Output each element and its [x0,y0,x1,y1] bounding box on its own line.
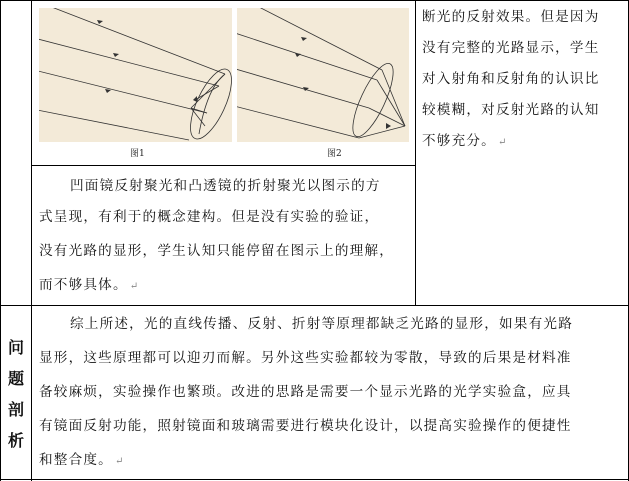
mid-line-2: 式呈现，有利于的概念建构。但是没有实验的验证， [39,209,380,225]
analysis-line-3: 备较麻烦，实验操作也繁琐。改进的思路是需要一个显示光路的光学实验盒，应具 [39,384,572,400]
mid-line-3: 没有光路的显形，学生认知只能停留在图示上的理解， [39,243,395,259]
table-border-bottom [0,479,629,480]
figure-1-caption: 图1 [130,149,145,159]
heading-char-2: 题 [7,369,24,388]
right-line-2: 没有完整的光路显示，学生 [422,40,600,56]
figure-2-caption: 图2 [327,149,342,159]
col-divider-1 [31,0,32,481]
row-divider-figures [31,165,415,166]
analysis-line-5-text: 和整合度。 [39,452,113,468]
heading-char-4: 析 [7,431,24,450]
row-divider-analysis [0,305,629,306]
table-border-top [0,0,629,1]
right-line-4: 较模糊，对反射光路的认知 [422,102,600,118]
heading-char-1: 问 [7,338,24,357]
right-line-5-text: 不够充分。 [422,133,496,149]
analysis-line-5 [39,450,123,472]
right-line-3: 对入射角和反射角的认识比 [422,71,600,87]
mid-line-4-text: 而不够具体。 [39,277,128,293]
col-divider-2 [415,0,416,305]
figure-2-convex-lens [237,8,409,142]
concave-mirror-ray-diagram [39,8,232,142]
analysis-line-1: 综上所述，光的直线传播、反射、折射等原理都缺乏光路的显形，如果有光路 [70,316,573,332]
convex-lens-ray-diagram [237,8,409,142]
right-line-5 [422,131,506,153]
paragraph-mark: ↵ [497,137,507,148]
heading-char-3: 剖 [7,400,24,419]
right-line-1: 断光的反射效果。但是因为 [422,9,600,25]
mid-line-4 [39,275,138,297]
table-border-left [0,0,1,481]
analysis-line-2: 显形，这些原理都可以迎刃而解。另外这些实验都较为零散，导致的后果是材料准 [39,350,572,366]
paragraph-mark: ↵ [129,281,139,292]
figure-1-concave-mirror [39,8,232,142]
paragraph-mark: ↵ [114,456,124,467]
mid-line-1: 凹面镜反射聚光和凸透镜的折射聚光以图示的方 [70,178,381,194]
analysis-line-4: 有镜面反射功能，照射镜面和玻璃需要进行模块化设计，以提高实验操作的便捷性 [39,418,572,434]
